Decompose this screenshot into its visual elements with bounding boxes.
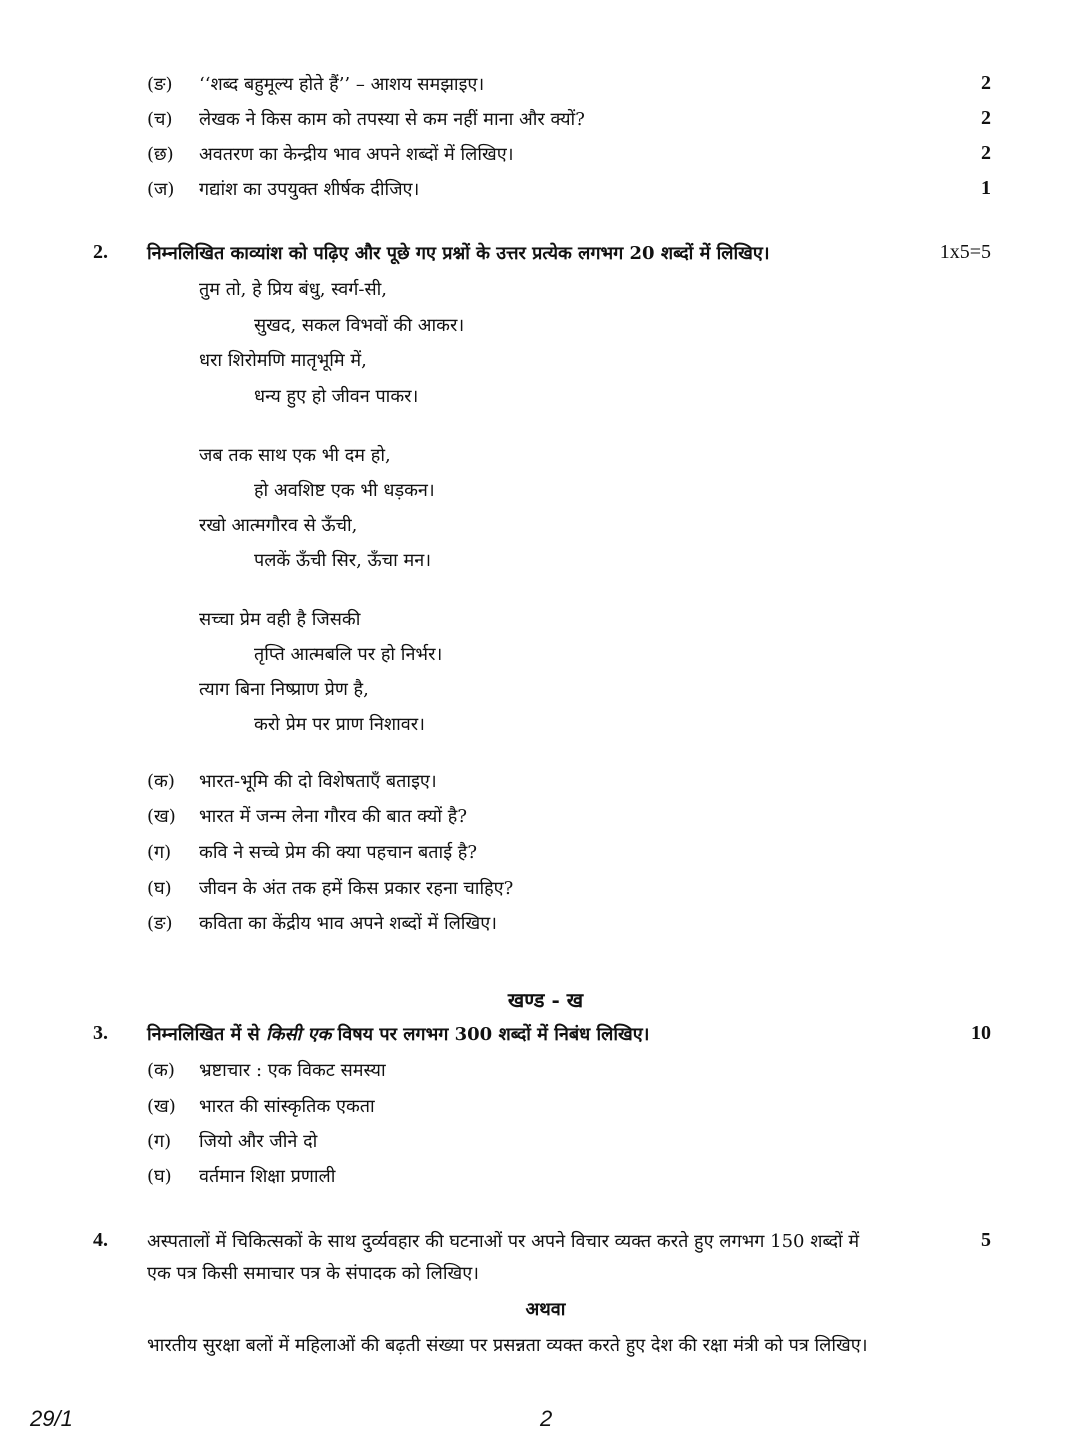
question-number: 2.: [93, 241, 108, 263]
item-label: (ख): [147, 806, 176, 827]
item-label: (घ): [147, 878, 172, 899]
item-label: (ग): [147, 1131, 172, 1152]
question-4-line2: [0, 1261, 1091, 1291]
paper-code: 29/1: [30, 1406, 73, 1431]
poem-line: जब तक साथ एक भी दम हो,: [199, 445, 391, 466]
question-4-line1: [0, 1229, 1091, 1259]
item-text: वर्तमान शिक्षा प्रणाली: [199, 1166, 336, 1187]
item-text: गद्यांश का उपयुक्त शीर्षक दीजिए।: [199, 179, 420, 200]
q2-item-nga: [0, 911, 1091, 941]
item-text: भारत-भूमि की दो विशेषताएँ बताइए।: [199, 771, 437, 792]
question-3-header: [0, 1022, 1091, 1052]
question-marks: 1x5=5: [939, 241, 991, 263]
question-marks: 5: [981, 1229, 991, 1251]
alternative-text: भारतीय सुरक्षा बलों में महिलाओं की बढ़ती संख्या पर प्रसन्नता व्यक्त करते हुए देश की रक्षा मंत्री को पत्र लिखिए।: [147, 1335, 868, 1356]
poem-line: धरा शिरोमणि मातृभूमि में,: [199, 350, 367, 371]
question-marks: 10: [971, 1022, 991, 1044]
q2-item-kha: [0, 804, 1091, 834]
poem-line: तुम तो, हे प्रिय बंधु, स्वर्ग-सी,: [199, 279, 388, 300]
item-text: भारत की सांस्कृतिक एकता: [199, 1096, 375, 1117]
item-text: लेखक ने किस काम को तपस्या से कम नहीं माना और क्यों?: [199, 109, 585, 130]
poem-line: रखो आत्मगौरव से ऊँची,: [199, 515, 358, 536]
question-instruction: निम्नलिखित में से किसी एक विषय पर लगभग 300 शब्दों में निबंध लिखिए।: [147, 1024, 650, 1045]
q2-item-ka: [0, 769, 1091, 799]
item-label: (क): [147, 771, 175, 792]
q3-option-ga: [0, 1129, 1091, 1159]
item-text: अवतरण का केन्द्रीय भाव अपने शब्दों में लिखिए।: [199, 144, 514, 165]
page-number: 2: [540, 1406, 553, 1431]
item-marks: 2: [981, 72, 991, 94]
q1-item-e: [0, 72, 1091, 102]
item-label: (ङ): [147, 74, 173, 95]
item-label: (घ): [147, 1166, 172, 1187]
or-separator: अथवा: [525, 1299, 566, 1320]
item-label: (छ): [147, 144, 174, 165]
item-text: कविता का केंद्रीय भाव अपने शब्दों में लिखिए।: [199, 913, 497, 934]
question-2-header: [0, 241, 1091, 271]
poem-line: सुखद, सकल विभवों की आकर।: [254, 315, 465, 336]
emphasis: किसी एक: [265, 1024, 332, 1045]
q1-item-chh: [0, 142, 1091, 172]
poem-line: पलकें ऊँची सिर, ऊँचा मन।: [254, 550, 432, 571]
item-text: भारत में जन्म लेना गौरव की बात क्यों है?: [199, 806, 467, 827]
item-label: (ग): [147, 842, 172, 863]
q2-item-gha: [0, 876, 1091, 906]
poem-line: करो प्रेम पर प्राण निशावर।: [254, 714, 425, 735]
q1-item-ch: [0, 107, 1091, 137]
item-label: (ङ): [147, 913, 173, 934]
q3-option-ka: [0, 1058, 1091, 1088]
question-text: एक पत्र किसी समाचार पत्र के संपादक को लिखिए।: [147, 1263, 480, 1284]
item-marks: 2: [981, 107, 991, 129]
q2-item-ga: [0, 840, 1091, 870]
poem-line: धन्य हुए हो जीवन पाकर।: [254, 386, 419, 407]
poem-line: हो अवशिष्ट एक भी धड़कन।: [254, 480, 435, 501]
item-text: जीवन के अंत तक हमें किस प्रकार रहना चाहिए?: [199, 878, 514, 899]
q3-option-gha: [0, 1164, 1091, 1194]
item-text: कवि ने सच्चे प्रेम की क्या पहचान बताई है?: [199, 842, 477, 863]
item-text: भ्रष्टाचार : एक विकट समस्या: [199, 1060, 386, 1081]
item-label: (ज): [147, 179, 175, 200]
question-text: अस्पतालों में चिकित्सकों के साथ दुर्व्यवहार की घटनाओं पर अपने विचार व्यक्त करते हुए लगभग 150 शब्दों में: [147, 1231, 860, 1252]
item-text: ‘‘शब्द बहुमूल्य होते हैं’’ – आशय समझाइए।: [199, 74, 485, 95]
q1-item-j: [0, 177, 1091, 207]
poem-line: सच्चा प्रेम वही है जिसकी: [199, 609, 361, 630]
poem-line: त्याग बिना निष्प्राण प्रेण है,: [199, 679, 369, 700]
q3-option-kha: [0, 1094, 1091, 1124]
item-label: (च): [147, 109, 173, 130]
item-label: (क): [147, 1060, 175, 1081]
question-number: 4.: [93, 1229, 108, 1251]
item-marks: 1: [981, 177, 991, 199]
question-instruction: निम्नलिखित काव्यांश को पढ़िए और पूछे गए प्रश्नों के उत्तर प्रत्येक लगभग 20 शब्दों में लिखिए।: [147, 243, 770, 264]
section-title: खण्ड - ख: [507, 988, 584, 1012]
poem-line: तृप्ति आत्मबलि पर हो निर्भर।: [254, 644, 443, 665]
item-marks: 2: [981, 142, 991, 164]
question-4-alternative: [0, 1333, 1091, 1363]
item-text: जियो और जीने दो: [199, 1131, 318, 1152]
item-label: (ख): [147, 1096, 176, 1117]
question-number: 3.: [93, 1022, 108, 1044]
